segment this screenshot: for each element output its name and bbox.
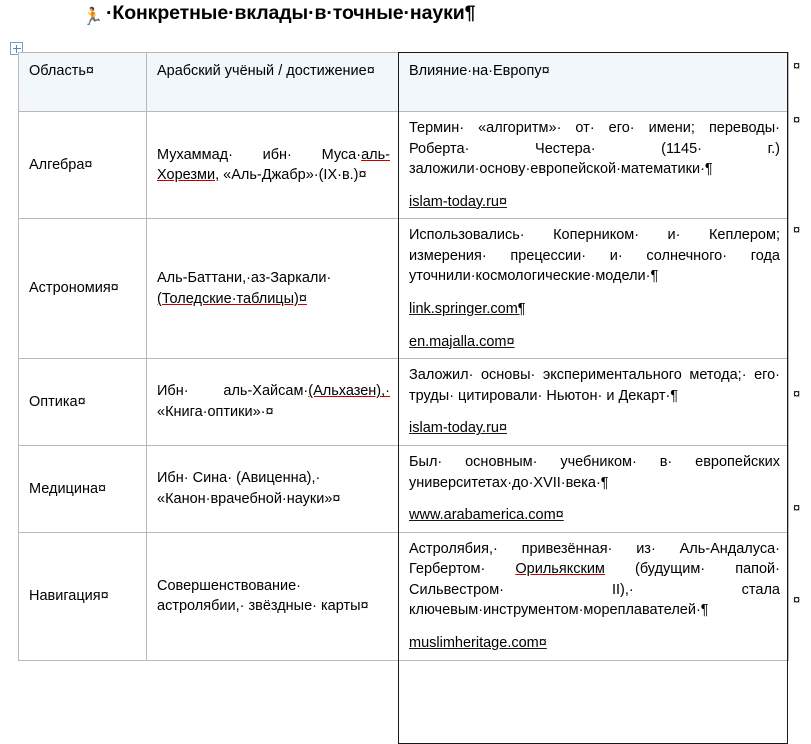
- header-cell-scholar: Арабский учёный / достижение¤: [147, 53, 399, 112]
- scholar-part-1: Ибн· Сина· (Авиценна),·: [157, 470, 321, 487]
- cell-influence: [399, 219, 789, 359]
- source-link[interactable]: link.springer.com¶: [409, 301, 526, 318]
- table-row: [19, 532, 789, 660]
- cell-scholar: [147, 445, 399, 532]
- scholar-part-2: «Канон·врачебной·науки»¤: [157, 490, 341, 507]
- influence-text: Использовались· Коперником· и· Кеплером; измерения· прецессии· и· солнечного· года уточнили·космологические·модели·¶: [409, 227, 780, 285]
- influence-text: Заложил· основы· экспериментального метода;· его· труды· цитировали· Ньютон· и Декарт·¶: [409, 367, 780, 404]
- scholar-text: [157, 145, 390, 186]
- cell-scholar: [147, 112, 399, 219]
- cell-area: Оптика¤: [19, 359, 147, 446]
- contributions-table: [18, 52, 789, 661]
- influence-part-2: (будущим· папой· Сильвестром· II),· стала ключевым·инструментом·мореплавателей·¶: [409, 561, 780, 619]
- scholar-part-1: Мухаммад· ибн· Муса·: [157, 146, 362, 163]
- row-end-mark: ¤: [793, 222, 801, 237]
- scholar-part-3: «Книга·оптики»·¤: [157, 404, 274, 421]
- document-heading: [0, 0, 811, 38]
- scholar-part-1: Аль-Баттани,·аз-Заркали·: [157, 270, 332, 287]
- scholar-part-2: (Толедские·таблицы)¤: [157, 290, 307, 307]
- cell-scholar: [147, 532, 399, 660]
- influence-text: Был· основным· учебником· в· европейских университетах·до·XVII·века·¶: [409, 453, 780, 491]
- scholar-part-2: (Альхазен),·: [308, 383, 390, 400]
- row-end-mark: ¤: [793, 500, 801, 515]
- cell-area: Астрономия¤: [19, 219, 147, 359]
- row-end-mark: ¤: [793, 112, 801, 127]
- cell-influence: [399, 445, 789, 532]
- row-end-mark: ¤: [793, 386, 801, 401]
- scholar-part-2: аль-Хорезми,: [157, 146, 390, 184]
- source-link[interactable]: muslimheritage.com¤: [409, 634, 547, 651]
- scholar-part-3: «Аль-Джабр»·(IX·в.)¤: [219, 167, 367, 184]
- table-row: [19, 219, 789, 359]
- scholar-text: [157, 268, 390, 309]
- row-end-mark: ¤: [793, 592, 801, 607]
- scholar-text: [157, 381, 390, 422]
- cell-influence: [399, 532, 789, 660]
- header-cell-area: Область¤: [19, 53, 147, 112]
- cell-influence: [399, 359, 789, 446]
- table-row: [19, 359, 789, 446]
- table-row: [19, 112, 789, 219]
- page-title: ·Конкретные·вклады·в·точные·науки¶: [106, 2, 476, 24]
- source-link[interactable]: www.arabamerica.com¤: [409, 507, 564, 524]
- source-link[interactable]: islam-today.ru¤: [409, 420, 508, 437]
- cell-scholar: [147, 219, 399, 359]
- header-cell-influence: Влияние·на·Европу¤: [399, 53, 789, 112]
- table-row: [19, 445, 789, 532]
- influence-part-highlight: Орильякским: [515, 561, 605, 578]
- row-end-mark: ¤: [793, 58, 801, 73]
- cell-scholar: [147, 359, 399, 446]
- influence-part-1: Астролябия,· привезённая· из· Аль-Андалуса· Гербертом·: [409, 540, 780, 578]
- influence-text: Термин· «алгоритм»· от· его· имени; переводы· Роберта· Честера· (1145· г.) заложили·основу·европейской·математики·¶: [409, 120, 780, 178]
- cell-area: Навигация¤: [19, 532, 147, 660]
- cell-area: Медицина¤: [19, 445, 147, 532]
- scholar-part-2: астролябии,· звёздные· карты¤: [157, 598, 369, 615]
- influence-text: [409, 539, 780, 621]
- runner-icon: 🏃: [82, 7, 104, 26]
- scholar-text: [157, 468, 390, 509]
- scholar-part-1: Совершенствование·: [157, 577, 302, 594]
- scholar-text: [157, 576, 390, 617]
- scholar-part-1: Ибн· аль-Хайсам·: [157, 383, 309, 400]
- cell-area: Алгебра¤: [19, 112, 147, 219]
- contributions-table-wrap: [18, 52, 788, 661]
- table-header-row: [19, 53, 789, 112]
- source-link-secondary[interactable]: en.majalla.com¤: [409, 333, 515, 350]
- source-link[interactable]: islam-today.ru¤: [409, 193, 508, 210]
- cell-influence: [399, 112, 789, 219]
